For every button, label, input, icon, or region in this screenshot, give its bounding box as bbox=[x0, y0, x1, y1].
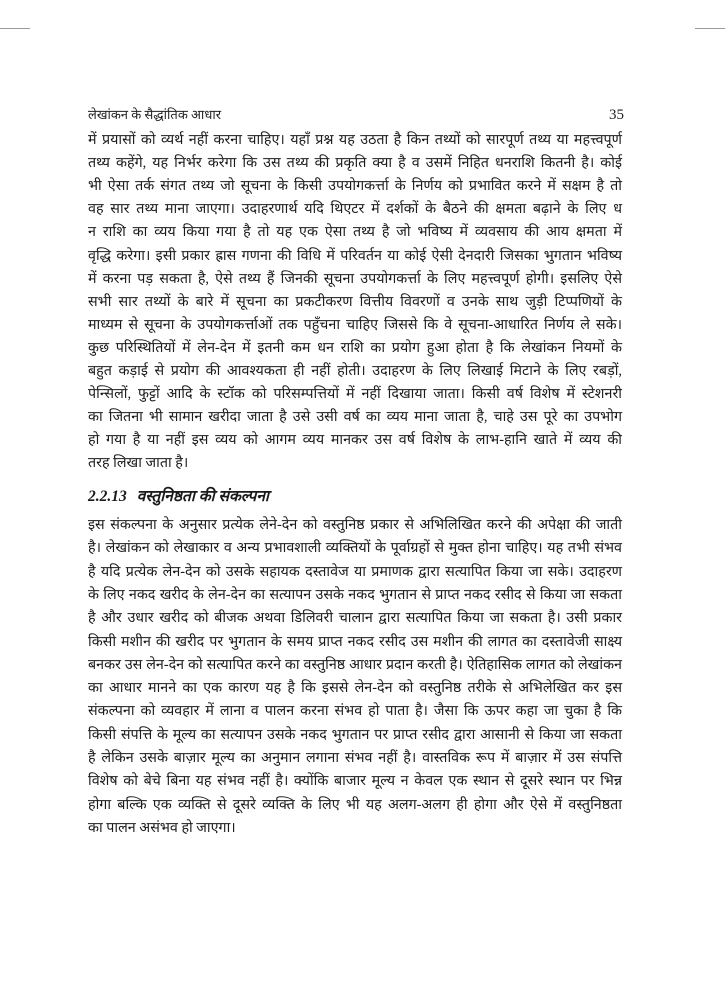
text-line: तरह लिखा जाता है। bbox=[88, 455, 189, 472]
crop-mark-right bbox=[695, 28, 725, 29]
text-line: का जितना भी सामान खरीदा जाता है उसे उसी वर्ष का व्यय माना जाता है, चाहे उस पूरे का उपभोग bbox=[88, 409, 622, 426]
text-line: होगा बल्कि एक व्यक्ति से दूसरे व्यक्ति के लिए भी यह अलग-अलग ही होगा और ऐसे में वस्तुनिष्ठता bbox=[88, 796, 622, 813]
text-line: किसी संपत्ति के मूल्य का सत्यापन उसके नकद भुगतान पर प्राप्त रसीद द्वारा आसानी से किया जा सकता bbox=[88, 726, 622, 743]
text-line: न राशि का व्यय किया गया है तो यह एक ऐसा तथ्य है जो भविष्य में व्यवसाय की आय क्षमता में bbox=[88, 224, 622, 241]
text-line: में करना पड़ सकता है, ऐसे तथ्य हैं जिनकी सूचना उपयोगकर्त्ता के लिए महत्त्वपूर्ण होगी। इसलिए ऐसे bbox=[88, 270, 622, 287]
text-line: का आधार मानने का एक कारण यह है कि इससे लेन-देन को वस्तुनिष्ठ तरीके से अभिलेखित कर इस bbox=[88, 680, 622, 697]
text-line: है। लेखांकन को लेखाकार व अन्य प्रभावशाली व्यक्तियों के पूर्वाग्रहों से मुक्त होना चाहिए। यह तभी संभव bbox=[88, 540, 622, 557]
running-header-title: लेखांकन के सैद्धांतिक आधार bbox=[88, 107, 222, 122]
text-line: वृद्धि करेगा। इसी प्रकार ह्रास गणना की विधि में परिवर्तन या कोई ऐसी देनदारी जिसका भुगतान भविष्य bbox=[88, 247, 622, 264]
text-line: किसी मशीन की खरीद पर भुगतान के समय प्राप्त नकद रसीद उस मशीन की लागत का दस्तावेजी साक्ष्य bbox=[88, 633, 622, 650]
text-line: संकल्पना को व्यवहार में लाना व पालन करना संभव हो पाता है। जैसा कि ऊपर कहा जा चुका है कि bbox=[88, 703, 622, 720]
crop-mark-left bbox=[0, 28, 30, 29]
text-line: बनकर उस लेन-देन को सत्यापित करने का वस्तुनिष्ठ आधार प्रदान करती है। ऐतिहासिक लागत को लेखांकन bbox=[88, 656, 622, 673]
text-line: का पालन असंभव हो जाएगा। bbox=[88, 819, 236, 836]
text-line: पेन्सिलों, फुट्टों आदि के स्टॉक को परिसम्पत्तियों में नहीं दिखाया जाता। किसी वर्ष विशेष में स्टेशनरी bbox=[88, 386, 622, 403]
text-line: के लिए नकद खरीद के लेन-देन का सत्यापन उसके नकद भुगतान से प्राप्त नकद रसीद से किया जा सकता bbox=[88, 586, 622, 603]
text-line: कुछ परिस्थितियों में लेन-देन में इतनी कम धन राशि का प्रयोग हुआ होता है कि लेखांकन नियमों के bbox=[88, 339, 622, 356]
text-line: है लेकिन उसके बाज़ार मूल्य का अनुमान लगाना संभव नहीं है। वास्तविक रूप में बाज़ार में उस संपत्ति bbox=[88, 750, 622, 766]
text-line: तथ्य कहेंगे, यह निर्भर करेगा कि उस तथ्य की प्रकृति क्या है व उसमें निहित धनराशि कितनी है। कोई bbox=[88, 155, 622, 172]
section-number: 2.2.13 bbox=[88, 488, 127, 505]
text-line: में प्रयासों को व्यर्थ नहीं करना चाहिए। यहाँ प्रश्न यह उठता है किन तथ्यों को सारपूर्ण तथ्य या महत्त्वपूर्ण bbox=[88, 132, 622, 148]
text-line: है और उधार खरीद को बीजक अथवा डिलिवरी चालान द्वारा सत्यापित किया जा सकता है। उसी प्रकार bbox=[88, 610, 622, 627]
text-line: बहुत कड़ाई से प्रयोग की आवश्यकता ही नहीं होती। उदाहरण के लिए लिखाई मिटाने के लिए रबड़ों, bbox=[88, 363, 622, 379]
text-line: माध्यम से सूचना के उपयोगकर्त्ताओं तक पहुँचना चाहिए जिससे कि वे सूचना-आधारित निर्णय ले सके। bbox=[88, 316, 622, 333]
section-title: वस्तुनिष्ठता की संकल्पना bbox=[136, 488, 269, 505]
text-line: वह सार तथ्य माना जाएगा। उदाहरणार्थ यदि थिएटर में दर्शकों के बैठने की क्षमता बढ़ाने के लिए ध bbox=[88, 201, 622, 218]
text-line: है यदि प्रत्येक लेन-देन को उसके सहायक दस्तावेज या प्रमाणक द्वारा सत्यापित किया जा सके। उदाहरण bbox=[88, 563, 622, 580]
page-number: 35 bbox=[609, 107, 624, 123]
text-line: इस संकल्पना के अनुसार प्रत्येक लेने-देन को वस्तुनिष्ठ प्रकार से अभिलिखित करने की अपेक्षा की जाती bbox=[88, 517, 622, 533]
text-line: भी ऐसा तर्क संगत तथ्य जो सूचना के किसी उपयोगकर्त्ता के निर्णय को प्रभावित करने में सक्षम है तो bbox=[88, 178, 622, 195]
text-line: हो गया है या नहीं इस व्यय को आगम व्यय मानकर उस वर्ष विशेष के लाभ-हानि खाते में व्यय की bbox=[88, 432, 622, 449]
section-heading bbox=[88, 485, 269, 509]
text-line: सभी सार तथ्यों के बारे में सूचना का प्रकटीकरण वित्तीय विवरणों व उनके साथ जुड़ी टिप्पणियों के bbox=[88, 293, 622, 310]
text-line: विशेष को बेचे बिना यह संभव नहीं है। क्योंकि बाजार मूल्य न केवल एक स्थान से दूसरे स्थान पर भिन्न bbox=[88, 773, 622, 790]
